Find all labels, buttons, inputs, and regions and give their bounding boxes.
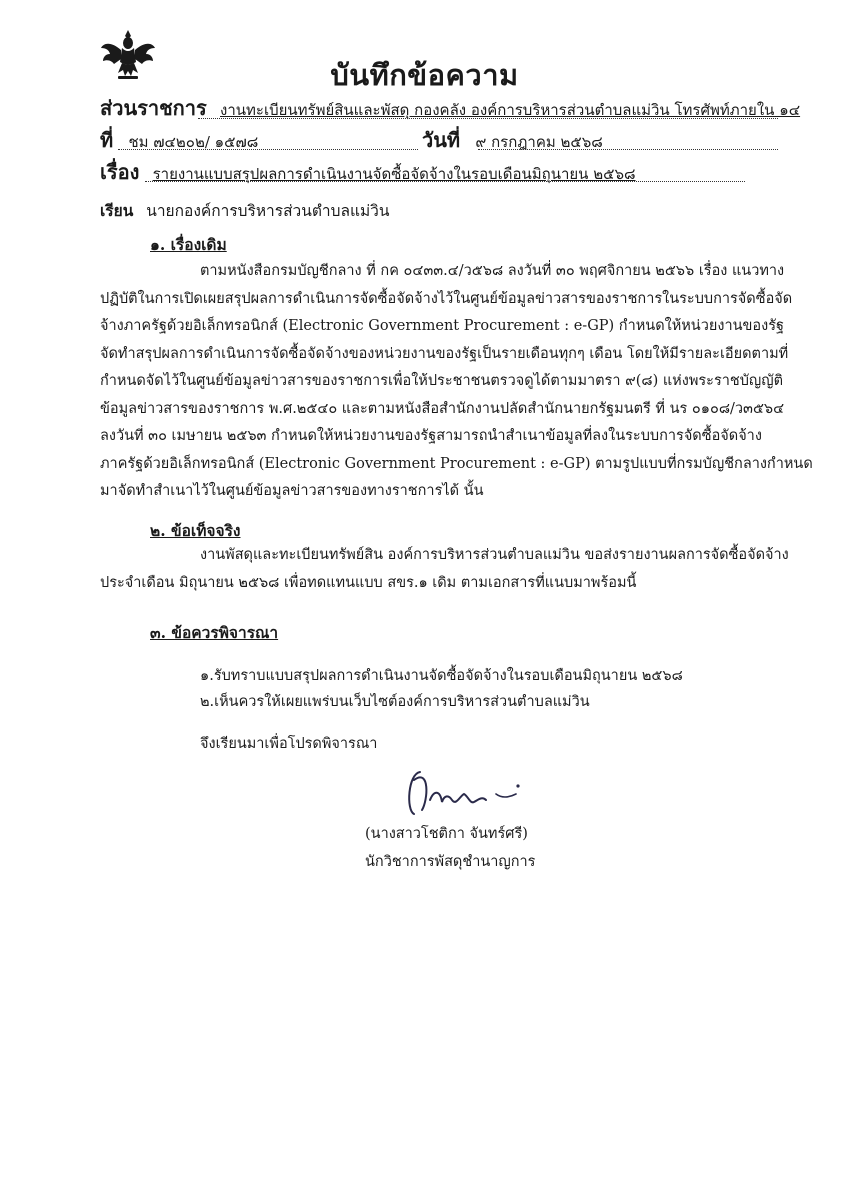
- subject-value: รายงานแบบสรุปผลการดำเนินงานจัดซื้อจัดจ้างในรอบเดือนมิถุนายน ๒๕๖๘: [152, 165, 636, 183]
- agency-value: งานทะเบียนทรัพย์สินและพัสดุ กองคลัง องค์การบริหารส่วนตำบลแม่วิน โทรศัพท์ภายใน ๑๔: [220, 101, 801, 119]
- section1-line: ลงวันที่ ๓๐ เมษายน ๒๕๖๓ กำหนดให้หน่วยงานของรัฐสามารถนำสำเนาข้อมูลที่ลงในระบบการจัดซื้อจัดจ้าง: [100, 428, 762, 444]
- memo-title: บันทึกข้อความ: [330, 58, 519, 92]
- handwritten-signature: [400, 760, 530, 820]
- salutation-value: นายกองค์การบริหารส่วนตำบลแม่วิน: [146, 202, 390, 220]
- section1-heading: ๑. เรื่องเดิม: [150, 235, 227, 254]
- section3-item: ๒.เห็นควรให้เผยแพร่บนเว็บไซต์องค์การบริหารส่วนตำบลแม่วิน: [200, 694, 590, 710]
- ref-row: [100, 124, 258, 156]
- section1-line: จัดทำสรุปผลการดำเนินการจัดซื้อจัดจ้างของหน่วยงานของรัฐเป็นรายเดือนทุกๆ เดือน โดยให้มีรายละเอียดตามที่: [100, 345, 789, 362]
- section1-line: กำหนดจัดไว้ในศูนย์ข้อมูลข่าวสารของราชการเพื่อให้ประชาชนตรวจดูได้ตามมาตรา ๙(๘) แห่งพระราชบัญญัติ: [100, 373, 784, 389]
- salutation-label: เรียน: [100, 201, 134, 220]
- date-label: วันที่: [422, 128, 461, 152]
- ref-dotted-line: [118, 149, 418, 150]
- date-dotted-line: [478, 149, 778, 150]
- ref-label: ที่: [100, 128, 114, 152]
- section3-heading: ๓. ข้อควรพิจารณา: [150, 623, 279, 642]
- section1-line: จ้างภาครัฐด้วยอิเล็กทรอนิกส์ (Electronic Government Procurement : e-GP) กำหนดให้หน่วยงานของรัฐ: [100, 318, 784, 334]
- signatory-position: นักวิชาการพัสดุชำนาญการ: [365, 854, 536, 870]
- agency-row: [100, 92, 800, 124]
- signatory-name: (นางสาวโชติกา จันทร์ศรี): [365, 826, 528, 842]
- section2-line: ประจำเดือน มิถุนายน ๒๕๖๘ เพื่อทดแทนแบบ สขร.๑ เดิม ตามเอกสารที่แนบมาพร้อมนี้: [100, 574, 637, 591]
- agency-dotted-line: [198, 118, 778, 119]
- section1-line: ตามหนังสือกรมบัญชีกลาง ที่ กค ๐๔๓๓.๔/ว๕๖๘ ลงวันที่ ๓๐ พฤศจิกายน ๒๕๖๖ เรื่อง แนวทาง: [200, 263, 785, 279]
- salutation: [100, 198, 389, 223]
- section1-line: ภาครัฐด้วยอิเล็กทรอนิกส์ (Electronic Government Procurement : e-GP) ตามรูปแบบที่กรมบัญชีกลางกำหนด: [100, 455, 813, 472]
- section1-paragraph: [100, 258, 813, 506]
- subject-dotted-line: [145, 181, 745, 182]
- section1-line: มาจัดทำสำเนาไว้ในศูนย์ข้อมูลข่าวสารของทางราชการได้ นั้น: [100, 483, 484, 499]
- subject-row: [100, 156, 636, 188]
- section3-item: ๑.รับทราบแบบสรุปผลการดำเนินงานจัดซื้อจัดจ้างในรอบเดือนมิถุนายน ๒๕๖๘: [200, 668, 683, 684]
- date-row: [422, 124, 603, 156]
- section2-line: งานพัสดุและทะเบียนทรัพย์สิน องค์การบริหารส่วนตำบลแม่วิน ขอส่งรายงานผลการจัดซื้อจัดจ้าง: [200, 547, 789, 563]
- section2-heading: ๒. ข้อเท็จจริง: [150, 521, 241, 540]
- agency-label: ส่วนราชการ: [100, 96, 207, 120]
- subject-label: เรื่อง: [100, 160, 140, 184]
- date-value: ๙ กรกฎาคม ๒๕๖๘: [475, 133, 603, 151]
- closing-text: จึงเรียนมาเพื่อโปรดพิจารณา: [200, 736, 378, 752]
- section1-line: ข้อมูลข่าวสารของราชการ พ.ศ.๒๕๔๐ และตามหนังสือสำนักงานปลัดสำนักนายกรัฐมนตรี ที่ นร ๐๑๐๘/ว๓๕๖๔: [100, 400, 785, 417]
- section1-line: ปฏิบัติในการเปิดเผยสรุปผลการดำเนินการจัดซื้อจัดจ้างไว้ในศูนย์ข้อมูลข่าวสารของราชการในระบบการจัดซื้อจัด: [100, 290, 793, 307]
- ref-value: ชม ๗๔๒๐๒/ ๑๕๗๘: [128, 133, 259, 151]
- section2-paragraph: [100, 542, 789, 597]
